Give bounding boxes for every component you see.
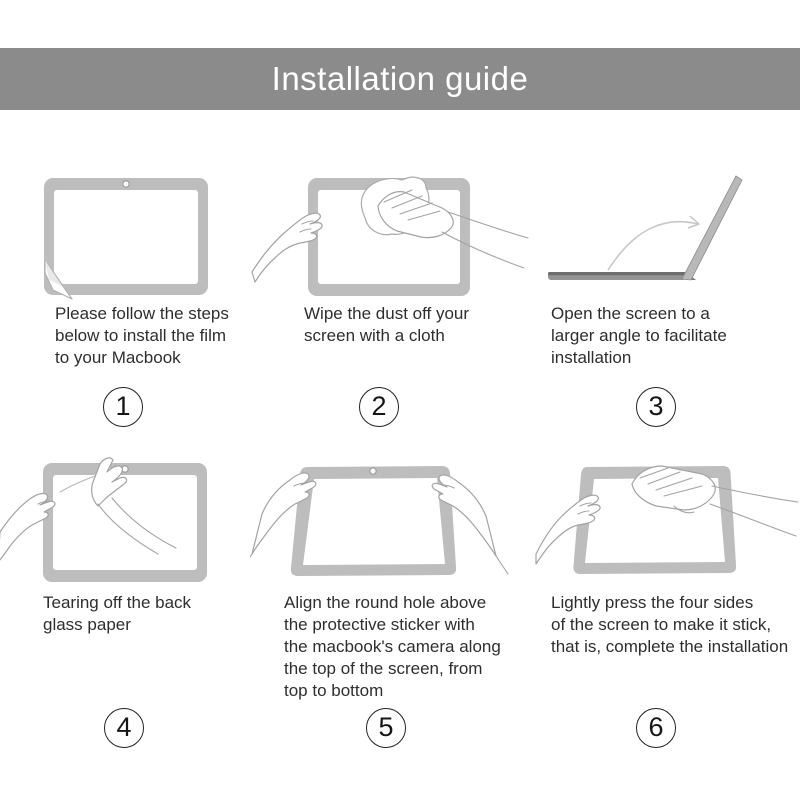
step-4-caption [43,592,191,636]
instruction-line: Open the screen to a [551,304,710,323]
step-5-illustration [250,436,540,596]
step-number-badge: 1 [103,387,143,427]
step-6-illustration [530,436,800,596]
instruction-line: glass paper [43,615,131,634]
instruction-line: Please follow the steps [55,304,229,323]
step-number-badge: 6 [636,708,676,748]
title-banner [0,48,800,110]
step-3-illustration [520,162,770,307]
instruction-line: installation [551,348,632,367]
instruction-line: the protective sticker with [284,615,475,634]
instruction-line: the top of the screen, from [284,659,483,678]
page-title: Installation guide [271,60,529,97]
instruction-line: that is, complete the installation [551,637,789,656]
instruction-line: below to install the film [55,326,227,345]
open-laptop-angle-icon [520,162,770,302]
instruction-line: Wipe the dust off your [304,304,470,323]
step-1-caption [55,303,229,369]
tear-back-paper-icon [0,436,240,591]
step-number-badge: 2 [359,387,399,427]
press-four-sides-icon [530,436,800,591]
step-4-illustration [0,436,240,596]
step-5-caption [284,592,501,702]
step-6-caption [551,592,788,658]
instruction-line: screen with a cloth [304,326,445,345]
instruction-line: top to bottom [284,681,384,700]
instruction-line: the macbook's camera along [284,637,501,656]
screen-film-peel-icon [20,158,240,303]
step-1-illustration [20,158,240,308]
instruction-line: to your Macbook [55,348,181,367]
step-number-badge: 3 [636,387,676,427]
step-3-caption [551,303,727,369]
instruction-line: larger angle to facilitate [551,326,727,345]
step-number-badge: 5 [366,708,406,748]
step-2-caption [304,303,469,347]
align-camera-hole-icon [250,436,540,591]
instruction-line: Align the round hole above [284,593,487,612]
step-2-illustration [250,150,530,305]
instruction-line: Tearing off the back [43,593,192,612]
wipe-screen-cloth-icon [250,150,530,300]
step-number-badge: 4 [104,708,144,748]
instruction-line: of the screen to make it stick, [551,615,772,634]
instruction-line: Lightly press the four sides [551,593,754,612]
